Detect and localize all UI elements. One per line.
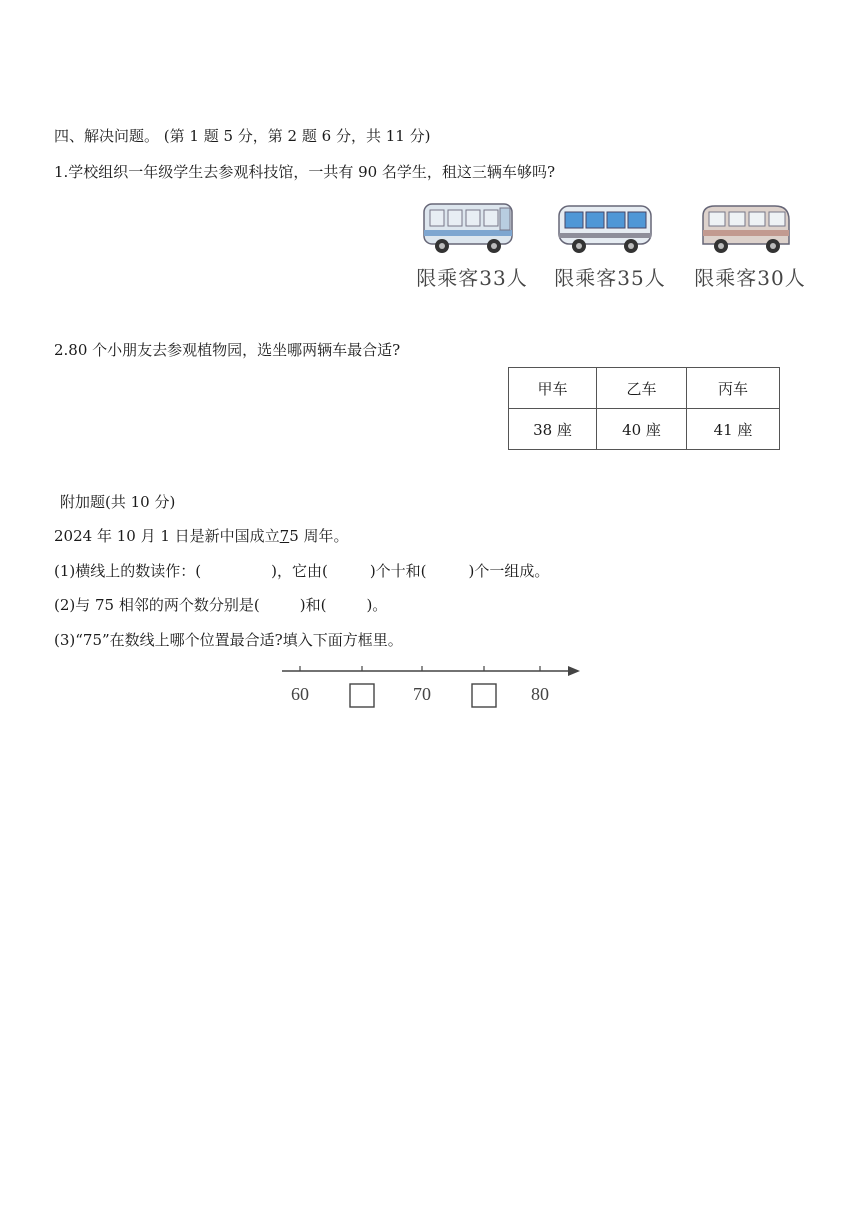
bonus-intro-underlined: 7	[279, 527, 290, 545]
bus-2-label: 限乘客35人	[554, 266, 666, 290]
table-header-cell: 甲车	[509, 368, 597, 409]
bus-1-image	[418, 200, 538, 256]
answer-box[interactable]	[350, 684, 374, 707]
bus-1-label: 限乘客33人	[416, 266, 528, 290]
part-1-a: (1)横线上的数读作：(	[54, 562, 202, 580]
bonus-part-3: (3)“75”在数线上哪个位置最合适?填入下面方框里。	[54, 631, 403, 649]
table-cell: 40 座	[597, 409, 687, 450]
question-2-text: 2.80 个小朋友去参观植物园，选坐哪两辆车最合适?	[54, 341, 401, 359]
table-header-cell: 乙车	[597, 368, 687, 409]
bonus-intro-after: 5 周年。	[289, 527, 349, 545]
part-2-b: )和(	[299, 596, 327, 614]
number-line	[280, 660, 580, 712]
table-header-row	[509, 368, 780, 409]
answer-box[interactable]	[472, 684, 496, 707]
part-1-c: )个十和(	[369, 562, 427, 580]
bonus-intro	[54, 526, 349, 546]
bonus-intro-before: 2024 年 10 月 1 日是新中国成立	[54, 527, 280, 545]
table-header-cell: 丙车	[687, 368, 780, 409]
part-2-a: (2)与 75 相邻的两个数分别是(	[54, 596, 260, 614]
table-cell: 38 座	[509, 409, 597, 450]
bonus-part-1	[54, 561, 549, 581]
bus-2-image	[555, 200, 675, 256]
bus-3-image	[695, 200, 815, 256]
number-line-label: 80	[531, 684, 549, 704]
part-1-b: )，它由(	[271, 562, 328, 580]
table-cell: 41 座	[687, 409, 780, 450]
part-1-d: )个一组成。	[468, 562, 550, 580]
question-1-text: 1.学校组织一年级学生去参观科技馆，一共有 90 名学生，租这三辆车够吗?	[54, 163, 555, 181]
seat-table	[508, 367, 780, 450]
bonus-part-2	[54, 595, 387, 615]
bus-3-icon	[695, 200, 795, 256]
bonus-title: 附加题(共 10 分)	[60, 493, 176, 511]
table-row	[509, 409, 780, 450]
number-line-arrow	[568, 666, 580, 676]
bus-2-icon	[555, 200, 655, 256]
part-2-c: )。	[366, 596, 388, 614]
number-line-label: 70	[413, 684, 431, 704]
number-line-label: 60	[291, 684, 309, 704]
section-heading: 四、解决问题。 (第 1 题 5 分，第 2 题 6 分，共 11 分)	[54, 127, 431, 145]
bus-3-label: 限乘客30人	[694, 266, 806, 290]
bus-1-icon	[418, 200, 518, 256]
